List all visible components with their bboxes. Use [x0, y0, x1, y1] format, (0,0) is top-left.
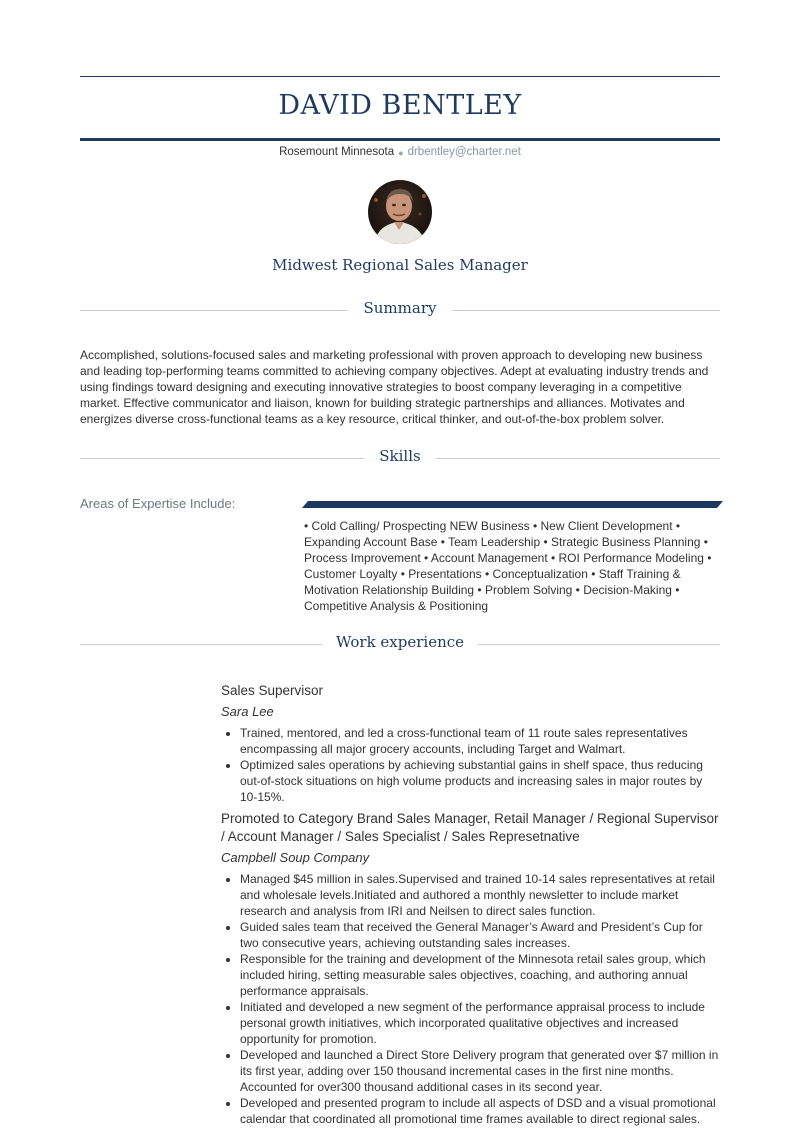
job-bullet: • Developed and presented program to include all aspects of DSD and a visual promotional calendar that coordinated all promotional time frames available to direct regional sales.	[240, 1095, 721, 1127]
summary-heading-text: Summary	[363, 299, 437, 317]
job-company: Campbell Soup Company	[221, 850, 370, 865]
email-link[interactable]: drbentley@charter.net	[407, 146, 521, 158]
skill-category-label: Areas of Expertise Include:	[80, 496, 236, 511]
separator-dot-icon: ●	[398, 148, 404, 158]
location: Rosemount Minnesota	[279, 146, 395, 158]
profile-photo-image	[368, 180, 432, 244]
job-bullet: • Optimized sales operations by achieving substantial gains in shelf space, thus reducing out-of-stock situations on high volume products and increasing sales in major routes by 10-15%.	[240, 757, 721, 805]
job-bullet: • Guided sales team that received the General Manager’s Award and President’s Cup for two consecutive years, achieving outstanding sales increases.	[240, 919, 721, 951]
contact-line	[0, 146, 800, 158]
job-entry	[221, 810, 721, 1127]
job-position: Sales Supervisor	[221, 683, 324, 698]
skills-heading	[80, 447, 720, 469]
name-underline	[80, 138, 720, 141]
job-position: Promoted to Category Brand Sales Manager, Retail Manager / Regional Supervisor / Account Manager / Sales Specialist / Sales Represetnative	[221, 811, 719, 844]
job-bullet: • Initiated and developed a new segment of the performance appraisal process to include personal growth initiatives, which incorporated qualitative objectives and increased opportunity for promotion.	[240, 999, 721, 1047]
job-bullet: • Trained, mentored, and led a cross-functional team of 11 route sales representatives encompassing all major grocery accounts, including Target and Walmart.	[240, 725, 721, 757]
skills-heading-text: Skills	[379, 447, 421, 465]
job-bullets	[221, 725, 721, 805]
skill-level-bar	[302, 501, 723, 508]
job-bullet: • Managed $45 million in sales.Supervised and trained 10-14 sales representatives at retail and wholesale levels.Initiated and authored a monthly newsletter to include market research and analysis from IRI and Neilsen to direct sales function.	[240, 871, 721, 919]
headline-job-title: Midwest Regional Sales Manager	[272, 256, 528, 274]
candidate-name: DAVID BENTLEY	[278, 90, 522, 121]
profile-photo	[368, 180, 432, 244]
work-heading-text: Work experience	[335, 633, 465, 651]
job-bullets	[221, 871, 721, 1127]
job-company: Sara Lee	[221, 704, 274, 719]
summary-heading	[80, 299, 720, 321]
summary-text: Accomplished, solutions-focused sales and marketing professional with proven approach to developing new business and leading top-performing teams committed to achieving company objectives. Adept at evaluating industry trends and using findings toward designing and executing innovative strategies to boost company leveraging in a competitive market. Effective communicator and liaison, known for building strategic partnerships and alliances. Motivates and energizes diverse cross-functional teams as a key resource, critical thinker, and out-of-the-box problem solver.	[80, 348, 709, 426]
skills-list-text: • Cold Calling/ Prospecting NEW Business • New Client Development • Expanding Account Base • Team Leadership • Strategic Business Planning • Process Improvement • Account Management • ROI Performance Modeling • Customer Loyalty • Presentations • Conceptualization • Staff Training & Motivation Relationship Building • Problem Solving • Decision-Making • Competitive Analysis & Positioning	[304, 519, 712, 613]
job-bullet: • Developed and launched a Direct Store Delivery program that generated over $7 million in its first year, adding over 150 thousand incremental cases in the first nine months. Accounted for over300 thousand additional cases in its second year.	[240, 1047, 721, 1095]
job-entry	[221, 682, 721, 805]
job-bullet: • Responsible for the training and development of the Minnesota retail sales group, which included hiring, setting measurable sales objectives, coaching, and authoring annual performance appraisals.	[240, 951, 721, 999]
top-divider	[80, 76, 720, 77]
work-heading	[80, 633, 720, 655]
